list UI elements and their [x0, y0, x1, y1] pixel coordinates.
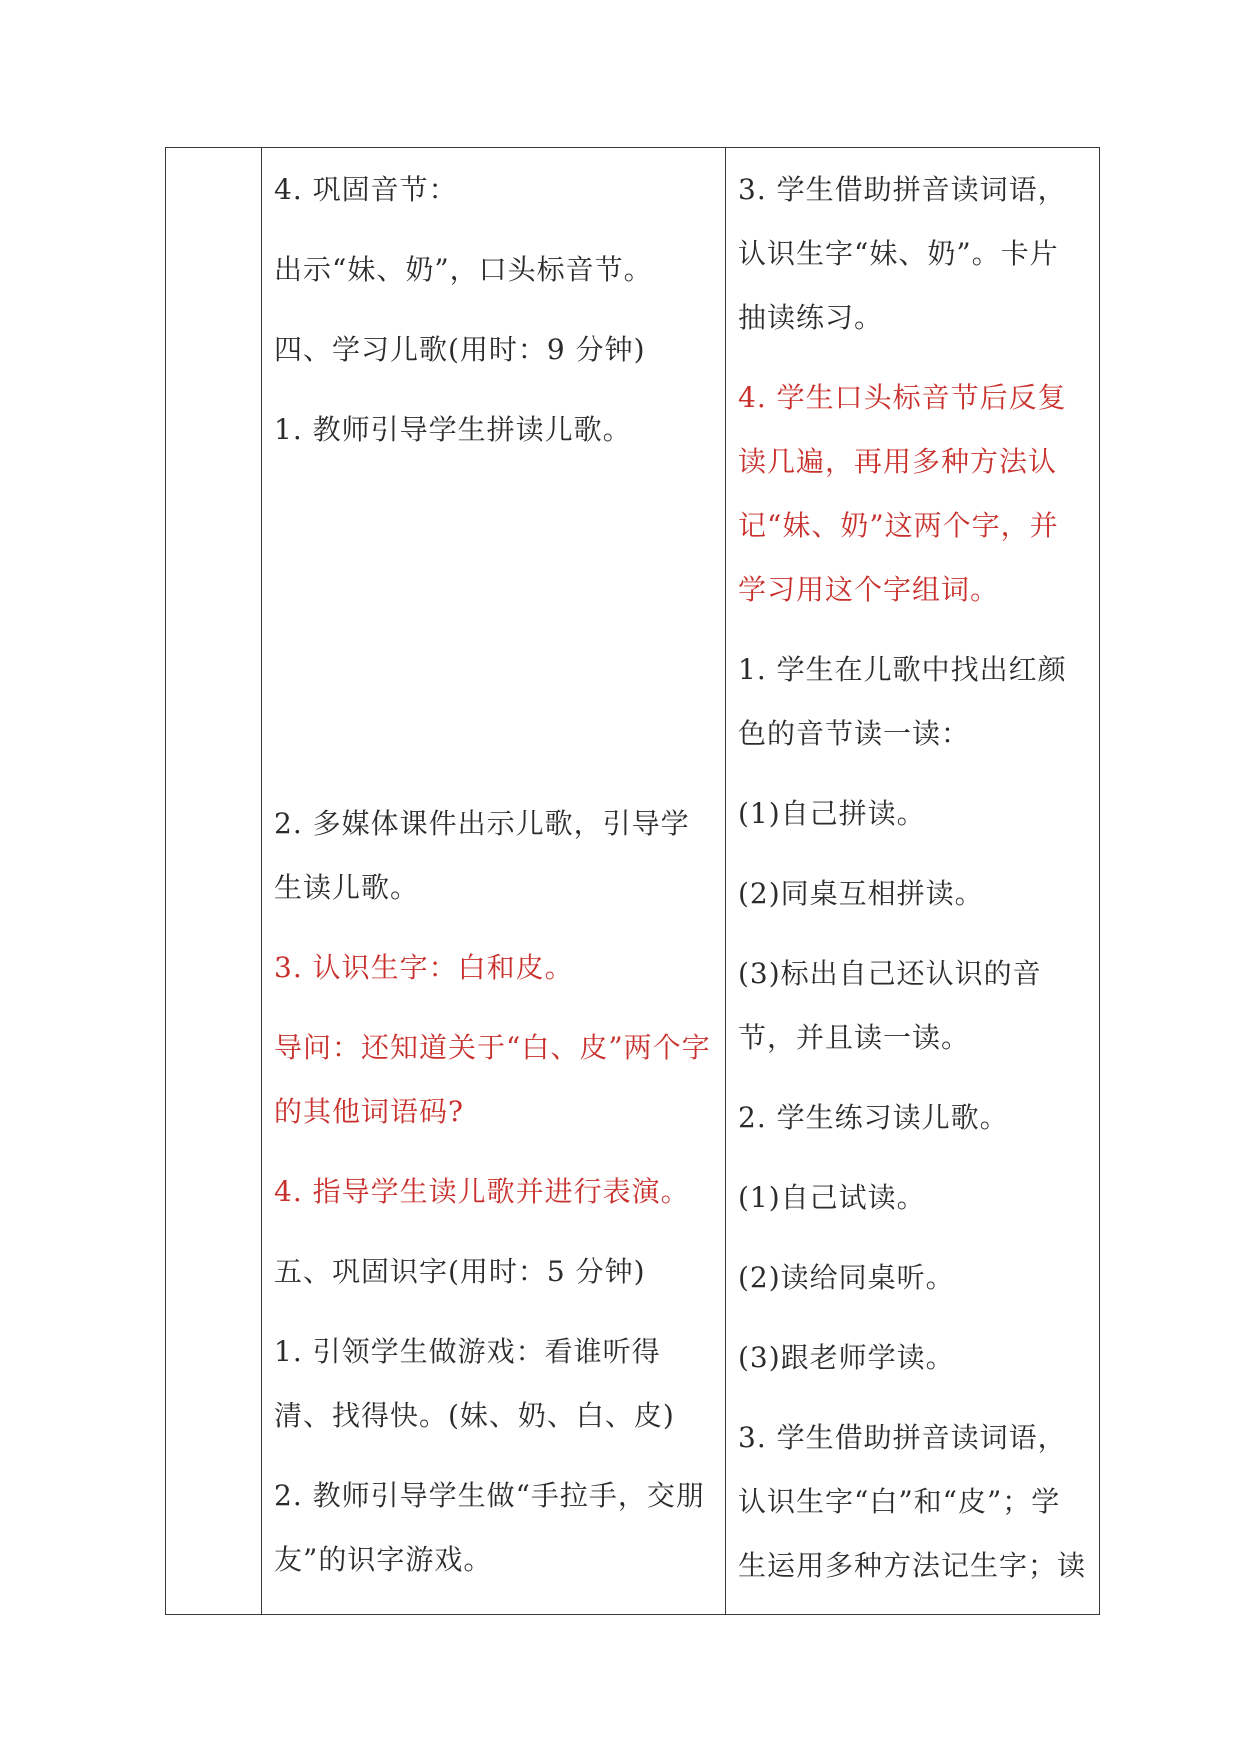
teacher-paragraph: 2. 教师引导学生做“手拉手，交朋友”的识字游戏。 — [274, 1479, 705, 1576]
section-heading: 四、学习儿歌(用时：9 分钟) — [274, 333, 646, 366]
teacher-paragraph: 1. 引领学生做游戏：看谁听得清、找得快。(妹、奶、白、皮) — [274, 1335, 675, 1432]
teacher-paragraph: 4. 巩固音节： — [274, 173, 458, 206]
student-paragraph: (3)跟老师学读。 — [738, 1341, 955, 1374]
student-paragraph: (1)自己试读。 — [738, 1181, 926, 1214]
student-paragraph-highlight: 4. 学生口头标音节后反复读几遍，再用多种方法认记“妹、奶”这两个字，并学习用这个字组词。 — [738, 381, 1067, 606]
student-paragraph: 2. 学生练习读儿歌。 — [738, 1101, 1009, 1134]
table-row — [166, 148, 1100, 1615]
student-paragraph: 3. 学生借助拼音读词语，认识生字“白”和“皮”；学生运用多种方法记生字；读 — [738, 1421, 1087, 1582]
student-activity-cell — [726, 148, 1100, 1615]
teacher-paragraph-highlight: 3. 认识生字：白和皮。 — [274, 951, 574, 984]
student-paragraph: 3. 学生借助拼音读词语，认识生字“妹、奶”。卡片抽读练习。 — [738, 173, 1067, 334]
teacher-activity-cell — [262, 148, 726, 1615]
student-paragraph: (2)读给同桌听。 — [738, 1261, 955, 1294]
teacher-paragraph: 出示“妹、奶”，口头标音节。 — [274, 253, 653, 286]
section-label-cell — [166, 148, 262, 1615]
student-paragraph: 1. 学生在儿歌中找出红颜色的音节读一读： — [738, 653, 1067, 750]
teacher-paragraph-highlight: 导问：还知道关于“白、皮”两个字的其他词语码? — [274, 1031, 711, 1128]
student-paragraph: (3)标出自己还认识的音节，并且读一读。 — [738, 957, 1042, 1054]
teacher-paragraph: 1. 教师引导学生拼读儿歌。 — [274, 413, 632, 446]
section-heading: 五、巩固识字(用时：5 分钟) — [274, 1255, 646, 1288]
teacher-paragraph-highlight: 4. 指导学生读儿歌并进行表演。 — [274, 1175, 690, 1208]
student-paragraph: (1)自己拼读。 — [738, 797, 926, 830]
teacher-paragraph: 2. 多媒体课件出示儿歌，引导学生读儿歌。 — [274, 807, 690, 904]
lesson-plan-table — [165, 147, 1100, 1615]
student-paragraph: (2)同桌互相拼读。 — [738, 877, 984, 910]
blank-space — [274, 478, 713, 792]
